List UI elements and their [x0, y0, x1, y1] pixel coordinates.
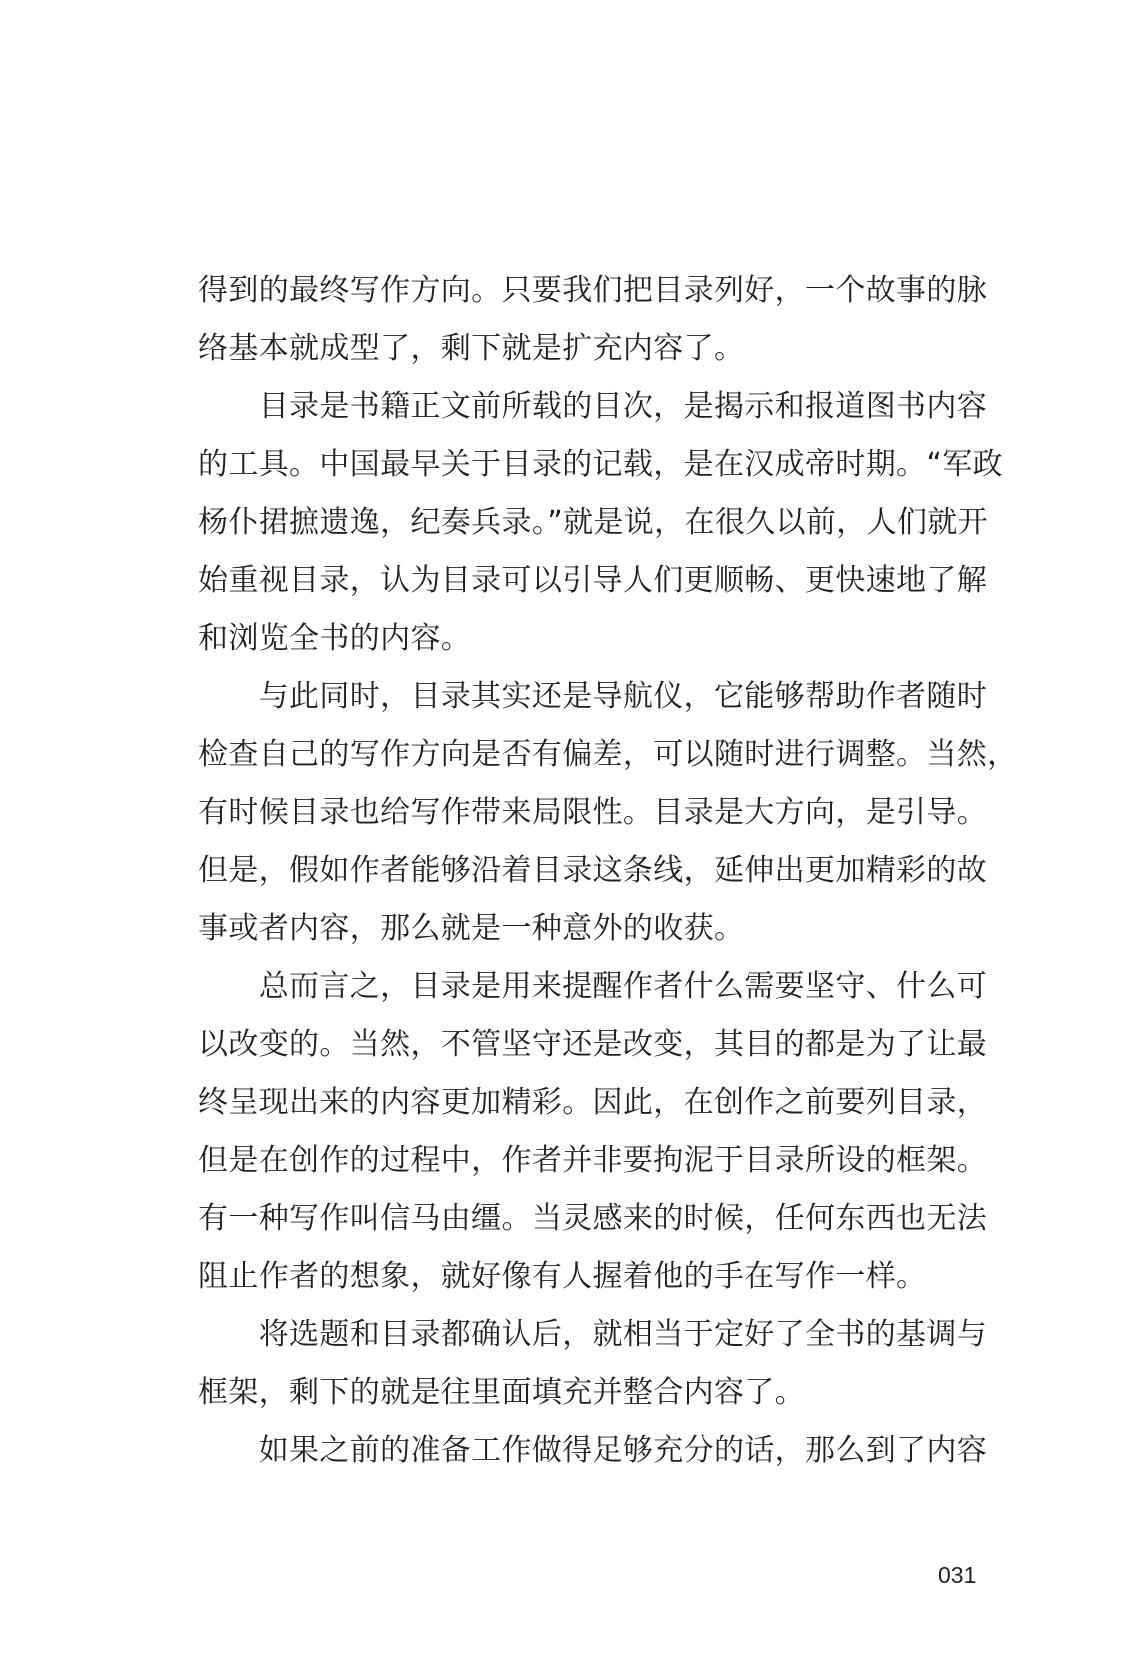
- text-line: 以改变的。当然，不管坚守还是改变，其目的都是为了让最: [198, 1027, 988, 1062]
- text-line: 将选题和目录都确认后，就相当于定好了全书的基调与: [198, 1317, 988, 1352]
- text-line: 与此同时，目录其实还是导航仪，它能够帮助作者随时: [198, 679, 988, 714]
- text-line: 事或者内容，那么就是一种意外的收获。: [198, 911, 745, 946]
- text-line: 终呈现出来的内容更加精彩。因此，在创作之前要列目录，: [198, 1085, 988, 1120]
- text-line: 但是在创作的过程中，作者并非要拘泥于目录所设的框架。: [198, 1143, 988, 1178]
- text-line: 有一种写作叫信马由缰。当灵感来的时候，任何东西也无法: [198, 1201, 988, 1236]
- body-text: [198, 262, 1018, 1480]
- text-line: 络基本就成型了，剩下就是扩充内容了。: [198, 331, 745, 366]
- text-line: 目录是书籍正文前所载的目次，是揭示和报道图书内容: [198, 389, 988, 424]
- text-line: 有时候目录也给写作带来局限性。目录是大方向，是引导。: [198, 795, 988, 830]
- text-line: 始重视目录，认为目录可以引导人们更顺畅、更快速地了解: [198, 563, 988, 598]
- text-line: 得到的最终写作方向。只要我们把目录列好，一个故事的脉: [198, 273, 988, 308]
- text-line: 如果之前的准备工作做得足够充分的话，那么到了内容: [198, 1433, 988, 1468]
- text-line: 但是，假如作者能够沿着目录这条线，延伸出更加精彩的故: [198, 853, 988, 888]
- text-line: 框架，剩下的就是往里面填充并整合内容了。: [198, 1375, 805, 1410]
- text-line: 总而言之，目录是用来提醒作者什么需要坚守、什么可: [198, 969, 988, 1004]
- text-line: 阻止作者的想象，就好像有人握着他的手在写作一样。: [198, 1259, 927, 1294]
- text-line: 和浏览全书的内容。: [198, 621, 472, 656]
- page-number: 031: [938, 1562, 977, 1588]
- text-line: 的工具。中国最早关于目录的记载，是在汉成帝时期。“军政: [198, 447, 1003, 482]
- text-line: 检查自己的写作方向是否有偏差，可以随时进行调整。当然，: [198, 737, 1018, 772]
- text-line: 杨仆捃摭遗逸，纪奏兵录。”就是说，在很久以前，人们就开: [198, 505, 988, 540]
